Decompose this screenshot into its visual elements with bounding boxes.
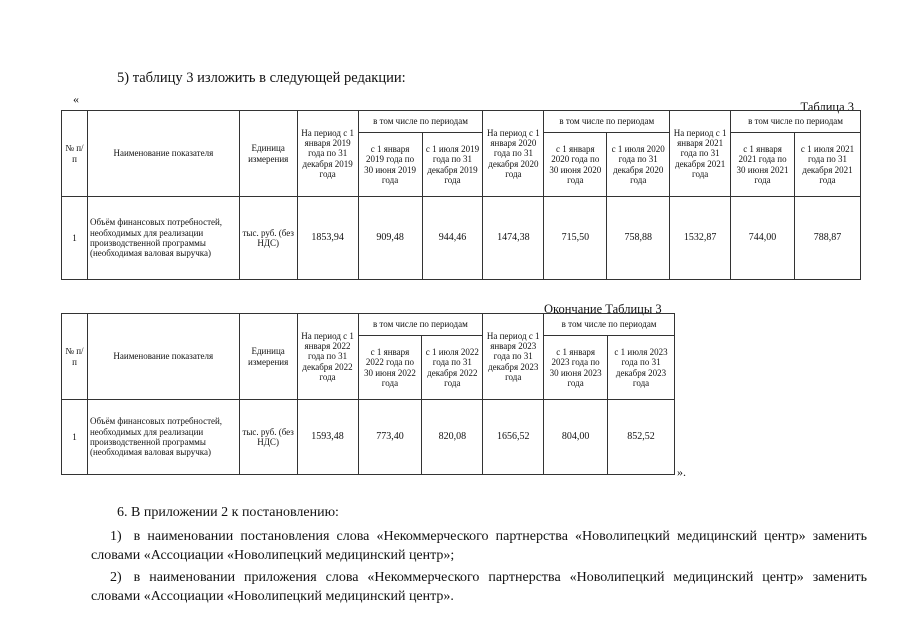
header-first-half: с 1 января 2020 года по 30 июня 2020 года (544, 133, 607, 197)
header-unit: Единица измерения (239, 111, 297, 197)
header-first-half: с 1 января 2021 года по 30 июня 2021 года (731, 133, 795, 197)
value-cell: 944,46 (422, 197, 483, 280)
header-second-half: с 1 июля 2021 года по 31 декабря 2021 года (795, 133, 861, 197)
header-second-half: с 1 июля 2022 года по 31 декабря 2022 года (422, 336, 483, 400)
header-period-total: На период с 1 января 2023 года по 31 декабря 2023 года (483, 314, 544, 400)
value-cell: 744,00 (731, 197, 795, 280)
header-subperiods: в том числе по периодам (731, 111, 861, 133)
header-first-half: с 1 января 2019 года по 30 июня 2019 года (358, 133, 422, 197)
value-cell: 1656,52 (483, 400, 544, 475)
value-cell: 852,52 (608, 400, 675, 475)
header-subperiods: в том числе по периодам (358, 314, 483, 336)
value-cell: 1593,48 (297, 400, 358, 475)
value-cell: 788,87 (795, 197, 861, 280)
closing-quote: ». (677, 465, 686, 479)
value-cell: 773,40 (358, 400, 422, 475)
header-period-total: На период с 1 января 2021 года по 31 декабря 2021 года (670, 111, 731, 197)
row-name: Объём финансовых потребностей, необходимых для реализации производственной программы (необходимая валовая выручка) (87, 197, 239, 280)
item-text: в наименовании постановления слова «Некоммерческого партнерства «Новолипецкий медицинский центр» заменить словами «Ассоциации «Новолипецкий медицинский центр»; (91, 529, 867, 563)
row-num: 1 (62, 197, 88, 280)
header-unit: Единица измерения (239, 314, 297, 400)
opening-quote: « (73, 92, 79, 106)
header-num: № п/п (62, 111, 88, 197)
amendment-item (91, 568, 867, 606)
header-period-total: На период с 1 января 2019 года по 31 декабря 2019 года (297, 111, 358, 197)
table-3-part-2 (61, 313, 675, 475)
header-second-half: с 1 июля 2023 года по 31 декабря 2023 года (608, 336, 675, 400)
header-name: Наименование показателя (87, 111, 239, 197)
header-name: Наименование показателя (87, 314, 239, 400)
table2-caption: Окончание Таблицы 3 (544, 302, 662, 316)
header-first-half: с 1 января 2023 года по 30 июня 2023 года (544, 336, 608, 400)
value-cell: 715,50 (544, 197, 607, 280)
value-cell: 1853,94 (297, 197, 358, 280)
intro-text: 5) таблицу 3 изложить в следующей редакции: (117, 70, 406, 86)
value-cell: 820,08 (422, 400, 483, 475)
amendment-item (91, 527, 867, 565)
header-num: № п/п (62, 314, 88, 400)
row-num: 1 (62, 400, 88, 475)
row-name: Объём финансовых потребностей, необходимых для реализации производственной программы (необходимая валовая выручка) (87, 400, 239, 475)
item-number: 1) (110, 529, 122, 544)
value-cell: 909,48 (358, 197, 422, 280)
item-number: 2) (110, 570, 122, 585)
value-cell: 1532,87 (670, 197, 731, 280)
row-unit: тыс. руб. (без НДС) (239, 400, 297, 475)
section-6-heading: 6. В приложении 2 к постановлению: (117, 505, 339, 520)
header-subperiods: в том числе по периодам (358, 111, 483, 133)
table1-caption: Таблица 3 (800, 100, 854, 114)
header-first-half: с 1 января 2022 года по 30 июня 2022 года (358, 336, 422, 400)
header-period-total: На период с 1 января 2022 года по 31 декабря 2022 года (297, 314, 358, 400)
value-cell: 804,00 (544, 400, 608, 475)
table-3-part-1 (61, 110, 861, 280)
item-text: в наименовании приложения слова «Некоммерческого партнерства «Новолипецкий медицинский центр» заменить словами «Ассоциации «Новолипецкий медицинский центр». (91, 570, 867, 604)
row-unit: тыс. руб. (без НДС) (239, 197, 297, 280)
value-cell: 758,88 (607, 197, 670, 280)
header-subperiods: в том числе по периодам (544, 111, 670, 133)
header-second-half: с 1 июля 2020 года по 31 декабря 2020 года (607, 133, 670, 197)
header-second-half: с 1 июля 2019 года по 31 декабря 2019 года (422, 133, 483, 197)
header-subperiods: в том числе по периодам (544, 314, 675, 336)
header-period-total: На период с 1 января 2020 года по 31 декабря 2020 года (483, 111, 544, 197)
value-cell: 1474,38 (483, 197, 544, 280)
